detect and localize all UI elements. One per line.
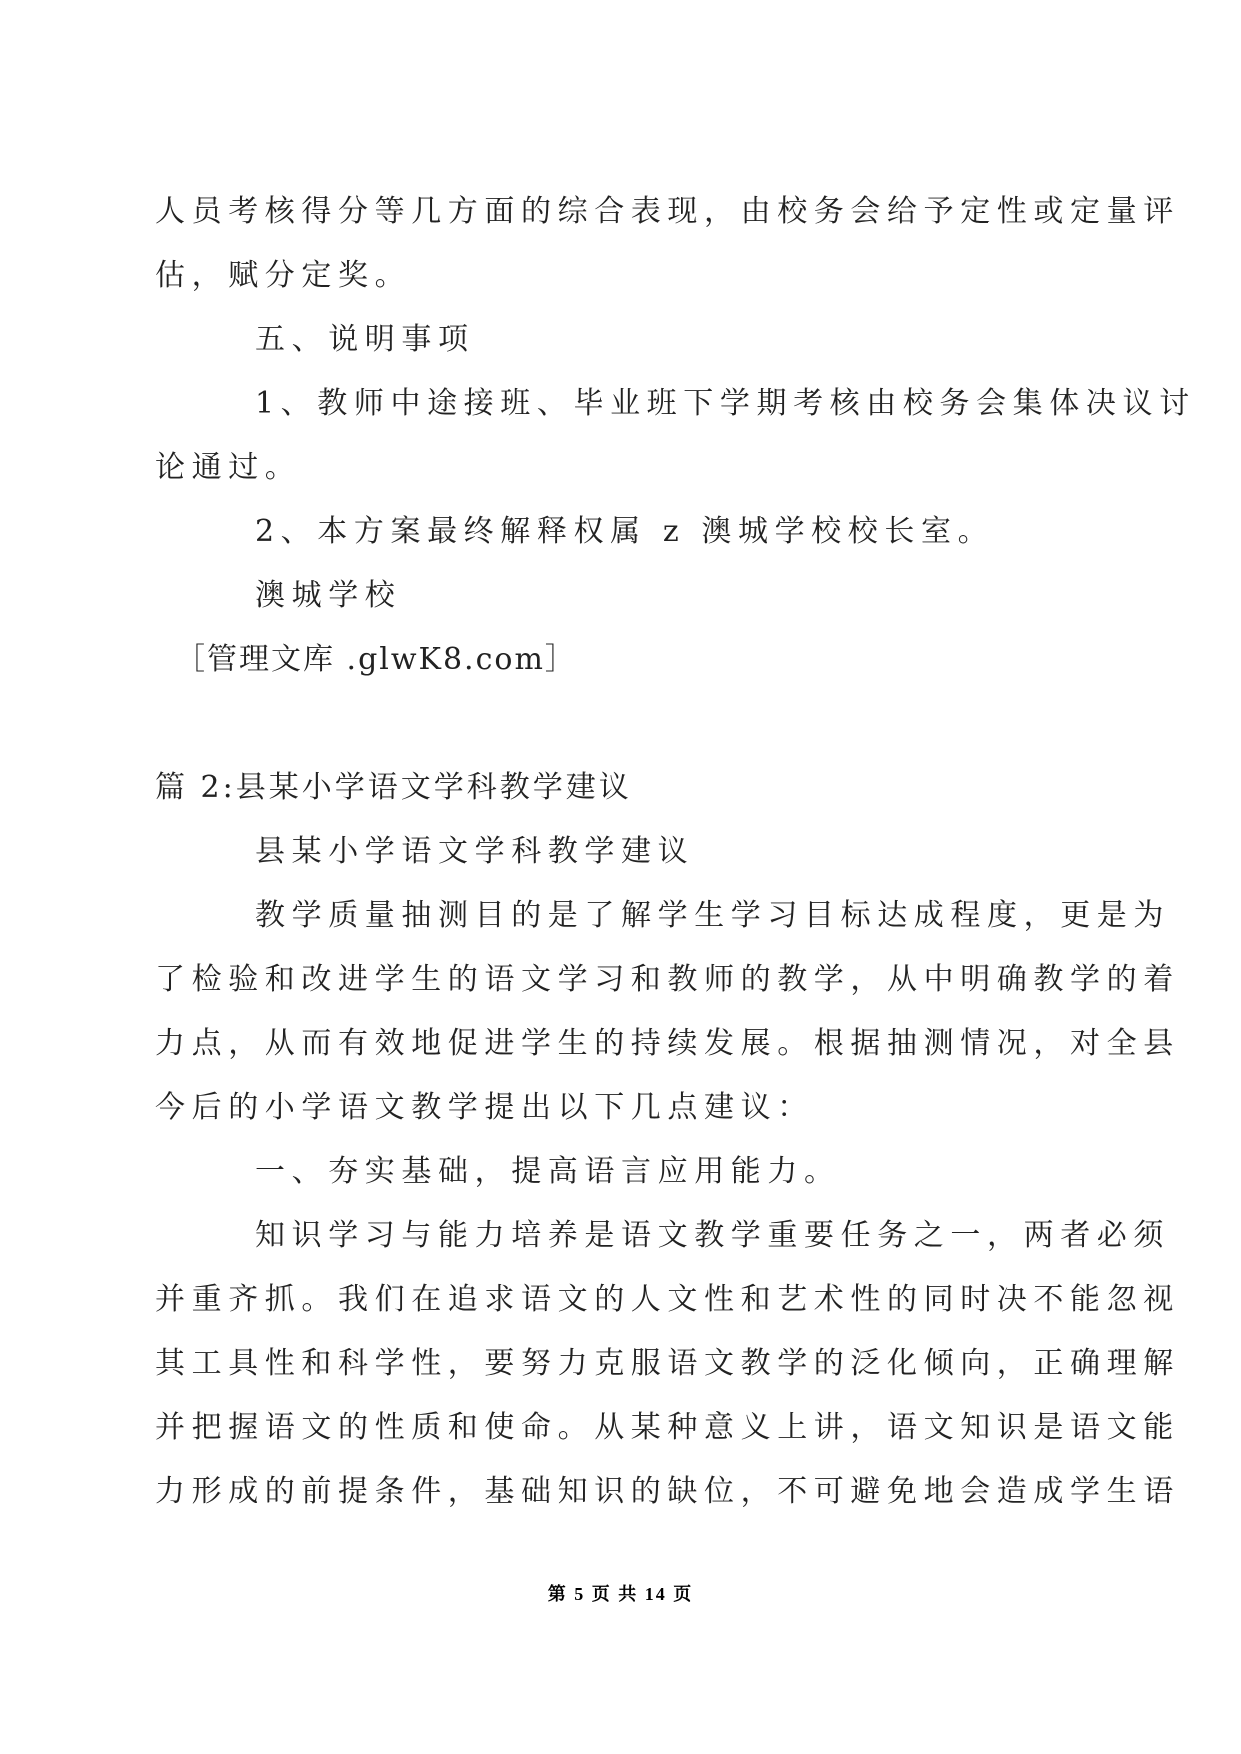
paragraph-line: 知识学习与能力培养是语文教学重要任务之一，两者必须 [255, 1218, 1170, 1253]
page-number-footer: 第 5 页 共 14 页 [547, 1584, 694, 1604]
signature-line: 澳城学校 [255, 578, 402, 613]
blank-gap [155, 692, 1085, 756]
paragraph-line: 其工具性和科学性，要努力克服语文教学的泛化倾向，正确理解 [155, 1346, 1180, 1381]
section-heading: 一、夯实基础，提高语言应用能力。 [255, 1154, 841, 1189]
paragraph-line: 今后的小学语文教学提出以下几点建议： [155, 1090, 814, 1125]
section-heading: 五、说明事项 [255, 322, 475, 357]
paragraph-line: 论通过。 [155, 450, 302, 485]
paragraph-line: 了检验和改进学生的语文学习和教师的教学，从中明确教学的着 [155, 962, 1180, 997]
article-title: 篇 2:县某小学语文学科教学建议 [155, 770, 632, 805]
paragraph-line: 1、教师中途接班、毕业班下学期考核由校务会集体决议讨 [255, 386, 1196, 421]
paragraph-line: 2、本方案最终解释权属 z 澳城学校校长室。 [255, 514, 995, 549]
paragraph-line: 力点，从而有效地促进学生的持续发展。根据抽测情况，对全县 [155, 1026, 1180, 1061]
paragraph-line: 教学质量抽测目的是了解学生学习目标达成程度，更是为 [255, 898, 1170, 933]
source-link-text: ［管理文库 .glwK8.com］ [175, 642, 577, 677]
paragraph-line: 人员考核得分等几方面的综合表现，由校务会给予定性或定量评 [155, 194, 1180, 229]
paragraph-line: 并重齐抓。我们在追求语文的人文性和艺术性的同时决不能忽视 [155, 1282, 1180, 1317]
paragraph-line: 并把握语文的性质和使命。从某种意义上讲，语文知识是语文能 [155, 1410, 1180, 1445]
paragraph-line: 力形成的前提条件，基础知识的缺位，不可避免地会造成学生语 [155, 1474, 1180, 1509]
document-body [155, 180, 1196, 1524]
article-subtitle: 县某小学语文学科教学建议 [255, 834, 695, 869]
paragraph-line: 估，赋分定奖。 [155, 258, 412, 293]
